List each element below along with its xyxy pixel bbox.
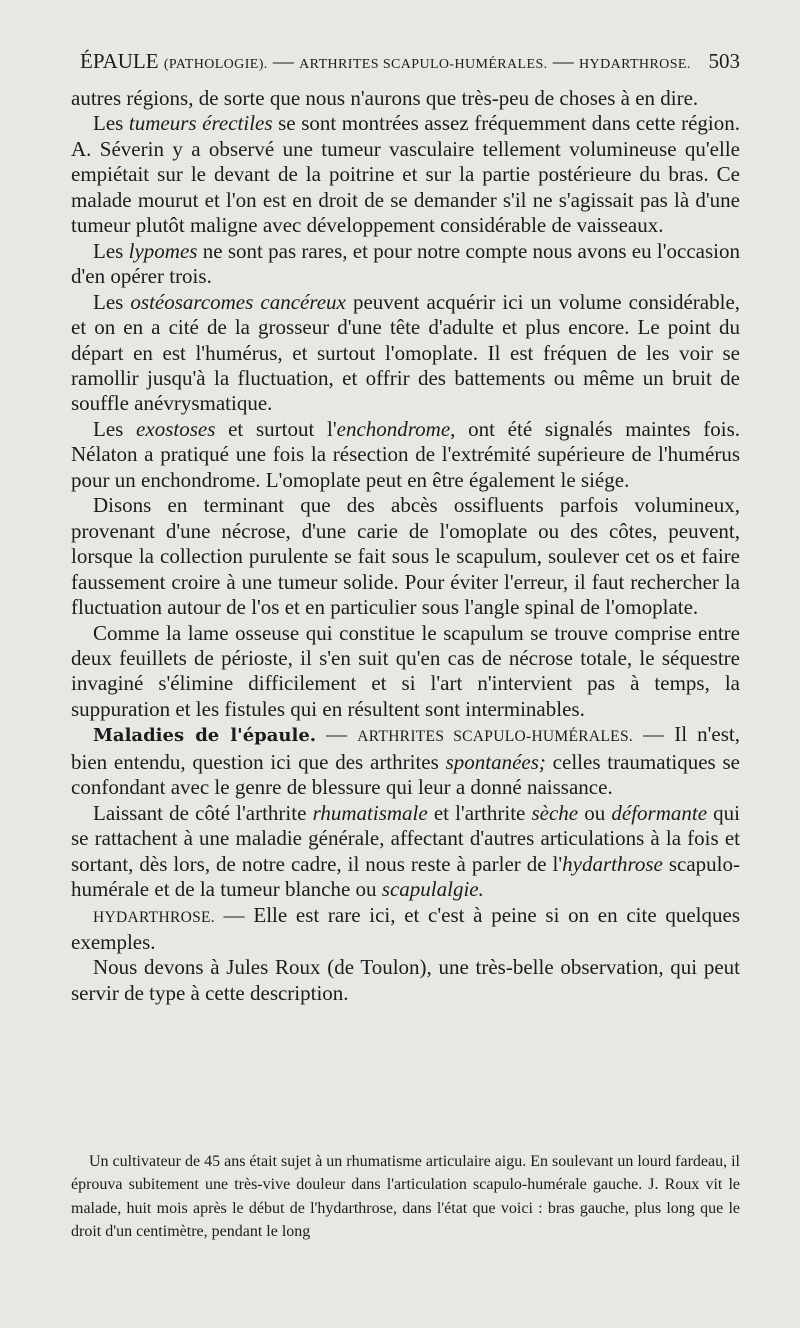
header-dash: — <box>547 49 580 73</box>
main-text <box>71 86 740 1006</box>
text: Les <box>93 289 131 314</box>
italic-term: rhumatismale <box>312 800 428 825</box>
paragraph-osteosarcomes <box>71 290 740 417</box>
italic-term: exostoses <box>136 416 216 441</box>
text: peuvent acquérir ici un volume considérable, et on en a cité de la grosseur d'une tête d'adulte et plus encore. Le point du départ en est l'humérus, et surtout l'omoplate. Il est fréquen de les voir se ramollir jusqu'à la fluctuation, et offrir des battements ou même un bruit de souffle anévrysmatique. <box>71 289 741 416</box>
header-subsection: (PATHOLOGIE). <box>163 57 268 72</box>
observation-note <box>71 1150 740 1244</box>
paragraph-jules-roux <box>71 955 740 1006</box>
text: Laissant de côté l'arthrite <box>93 800 313 825</box>
text: celles traumatiques se confondant avec le genre de blessure qui leur a donné naissance. <box>71 749 740 800</box>
text: , ont été signalés maintes fois. Nélaton a pratiqué une fois la résection de l'extrémité supérieure de l'humérus pour un enchondrome. L'omoplate peut en être également le siége. <box>71 416 740 492</box>
paragraph-hydarthrose <box>71 903 740 956</box>
italic-term: ostéosarcomes cancéreux <box>130 289 346 314</box>
text: Les <box>93 238 129 263</box>
text: — Elle est rare ici, et c'est à peine si on en cite quelques exemples. <box>71 902 740 954</box>
text: ou <box>578 800 612 825</box>
text: se sont montrées assez fréquemment dans cette région. A. Séverin y a observé une tumeur vasculaire tellement volumineuse qu'elle empiétait sur le devant de la poitrine et sur la partie postérieure du bras. Ce malade mourut et l'on est en droit de se demander s'il ne s'agissait pas là d'une tumeur plutôt maligne avec développement considérable de vaisseaux. <box>71 111 740 238</box>
italic-term: scapulalgie. <box>381 877 484 902</box>
text: scapulo-humérale et de la tumeur blanche ou <box>71 851 740 902</box>
paragraph-scapulum <box>71 621 740 723</box>
subsection-heading: HYDARTHROSE. <box>93 908 215 926</box>
paragraph-text: autres régions, de sorte que nous n'aurons que très-peu de choses à en dire. <box>71 86 699 110</box>
paragraph-text: Disons en terminant que des abcès ossifluents parfois volumineux, provenant d'une nécrose, d'une carie de l'omoplate ou des côtes, peuvent, lorsque la collection purulente se fait sous le scapulum, soulever cet os et faire faussement croire à une tumeur solide. Pour éviter l'erreur, il faut rechercher la fluctuation autour de l'os et en particulier sous l'angle spinal de l'omoplate. <box>71 493 740 620</box>
note-text: Un cultivateur de 45 ans était sujet à un rhumatisme articulaire aigu. En soulevant un lourd fardeau, il éprouva subitement une très-vive douleur dans l'articulation scapulo-humérale gauche. J. Roux vit le malade, huit mois après le début de l'hydarthrose, dans l'état que voici : bras gauche, plus long que le droit d'un centimètre, pendant le long <box>71 1153 740 1241</box>
text: — Il n'est, bien entendu, question ici que des arthrites <box>71 722 740 774</box>
italic-term: sèche <box>531 800 579 825</box>
paragraph-text: Comme la lame osseuse qui constitue le scapulum se trouve comprise entre deux feuillets de périoste, il s'en suit qu'en cas de nécrose totale, le séquestre invaginé s'élimine difficilement et si l'art n'intervient pas à temps, la suppuration et les fistules qui en résultent sont interminables. <box>71 620 740 721</box>
running-header <box>80 48 740 74</box>
header-dash: — <box>267 49 300 73</box>
italic-term: enchondrome <box>336 416 451 441</box>
page-number: 503 <box>708 49 740 73</box>
text: ne sont pas rares, et pour notre compte nous avons eu l'occasion d'en opérer trois. <box>71 238 740 289</box>
italic-term: déformante <box>611 800 708 825</box>
text: — <box>316 722 358 747</box>
header-subtopic: HYDARTHROSE. <box>579 57 691 72</box>
paragraph-arthrite <box>71 801 740 903</box>
italic-term: hydarthrose <box>562 851 663 876</box>
italic-term: tumeurs érectiles <box>128 111 273 136</box>
text: et l'arthrite <box>427 800 532 825</box>
header-topic: ARTHRITES SCAPULO-HUMÉRALES. <box>299 57 548 72</box>
paragraph-maladies-epaule <box>71 722 740 800</box>
paragraph-abces <box>71 493 740 620</box>
text: et surtout l' <box>215 416 337 441</box>
text: Les <box>93 416 137 441</box>
text: Les <box>93 111 129 136</box>
paragraph <box>71 86 740 111</box>
paragraph-exostoses <box>71 417 740 493</box>
paragraph-text: Nous devons à Jules Roux (de Toulon), une très-belle observation, qui peut servir de type à cette description. <box>71 955 740 1005</box>
header-section: ÉPAULE <box>80 49 159 73</box>
italic-term: spontanées; <box>445 749 546 774</box>
note-paragraph <box>71 1150 740 1244</box>
section-heading: Maladies de l'épaule. <box>93 725 317 747</box>
text: qui se rattachent à une maladie générale, affectant d'autres articulations à la fois et sortant, dès lors, de notre cadre, il nous reste à parler de l' <box>71 800 741 876</box>
subsection-heading: ARTHRITES SCAPULO-HUMÉRALES. <box>357 728 634 746</box>
paragraph-lypomes <box>71 239 740 290</box>
italic-term: lypomes <box>128 238 198 263</box>
paragraph-tumeurs-erectiles <box>71 111 740 238</box>
